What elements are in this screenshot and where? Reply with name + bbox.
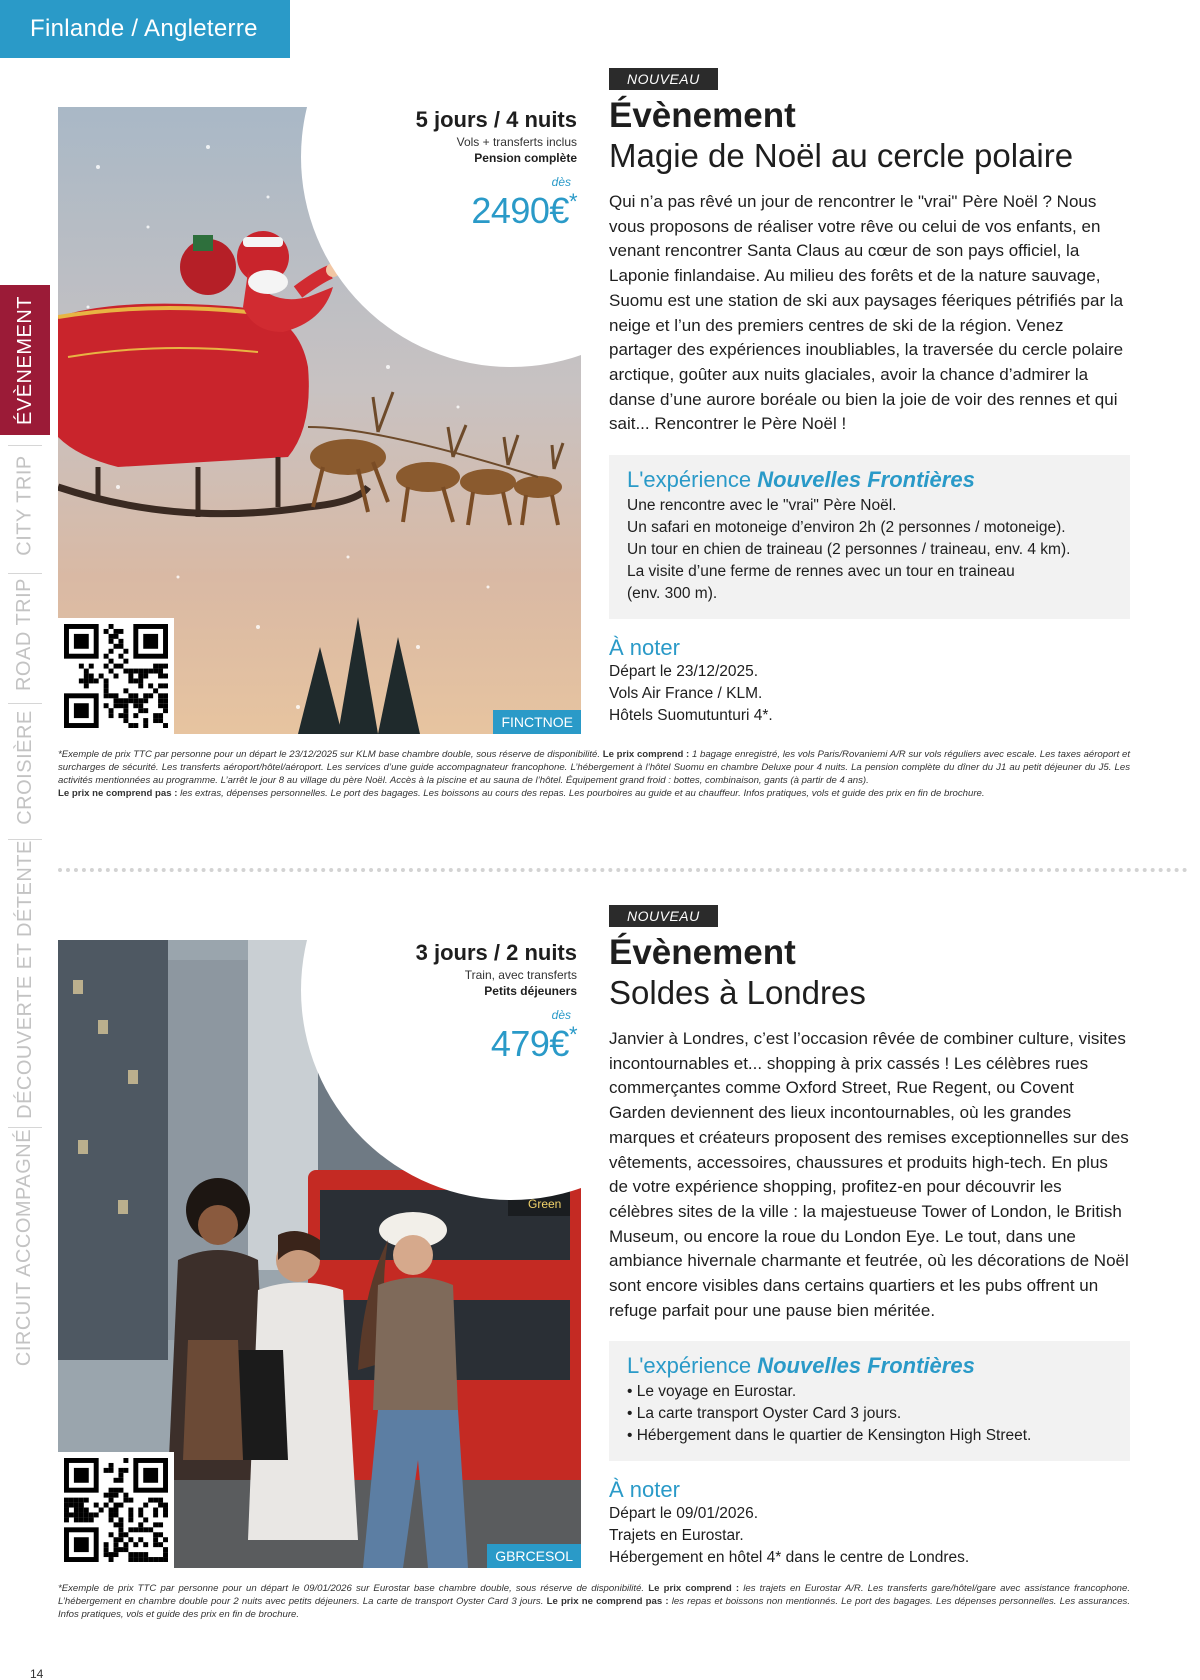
london-shopping-photo (58, 940, 581, 1568)
from-label: dès (551, 1008, 571, 1022)
trip-duration: 3 jours / 2 nuits (415, 940, 577, 965)
qr-code[interactable] (58, 1452, 174, 1568)
list-item: Une rencontre avec le "vrai" Père Noël. (627, 497, 897, 515)
offer-lapland (58, 72, 1130, 802)
offer-content (609, 68, 1130, 727)
trip-duration: 5 jours / 4 nuits (415, 107, 577, 132)
experience-box (609, 1341, 1130, 1461)
note-item: Vols Air France / KLM. (609, 685, 763, 703)
experience-list (627, 1381, 1112, 1447)
note-item: Hôtels Suomutunturi 4*. (609, 707, 773, 725)
offer-london (58, 905, 1130, 1565)
note-block (609, 635, 1130, 727)
fine-print-excludes: les extras, dépenses personnelles. Le port des bagages. Les boissons au cours des repas. Les pourboires au guide et au chauffeur. Infos pratiques, vols et guide des prix en fin de brochure. (180, 788, 985, 799)
note-item: Trajets en Eurostar. (609, 1527, 744, 1545)
list-item: Un tour en chien de traineau (2 personnes / traineau, env. 4 km). (627, 541, 1071, 559)
board-info: Pension complète (474, 151, 577, 165)
qr-code-icon (64, 1458, 168, 1562)
section-divider (58, 868, 1188, 872)
experience-list (627, 495, 1112, 605)
product-code: FINCTNOE (493, 710, 581, 734)
price-box (341, 940, 581, 1065)
page-number: 14 (30, 1667, 44, 1680)
fine-print-excludes-label: Le prix ne comprend pas : (58, 788, 178, 799)
side-nav-decouverte-detente[interactable] (0, 839, 50, 1119)
fine-print-includes: 1 bagage enregistré, les vols Paris/Rovaniemi A/R sur vols réguliers avec escale. Les taxes aéroport et surcharges de sécurité. Les transferts aéroport/hôtel/aéroport. Les services d’une guide accompagnateur francophone. L’hébergement à l’hôtel Suomu en chambre Deluxe pour 4 nuits. La pension complète du dîner du J1 au petit déjeuner du J5. Les activités mentionnées au programme. L’arrêt le jour 8 au village du père Noël. Accès à la piscine et au sauna de l’hôtel. Équipement grand froid : bottes, combinaison, gants (à partir de 4 ans). (58, 749, 1131, 786)
price-value: 479€ (490, 1023, 569, 1064)
list-item: La visite d’une ferme de rennes avec un tour en traineau (627, 563, 1015, 581)
note-item: Départ le 09/01/2026. (609, 1505, 759, 1523)
section-title: Finlande / Angleterre (30, 15, 258, 42)
experience-title (627, 1353, 1112, 1379)
fine-print-excludes-label: Le prix ne comprend pas : (546, 1596, 669, 1607)
offer-content (609, 905, 1130, 1569)
fine-print-excludes: les repas et boissons non mentionnés. Le port des bagages. Les dépenses personnelles. Les assurances. Infos pratiques, vols et guide des prix en fin de brochure. (58, 1596, 1131, 1620)
offer-category: Évènement (609, 96, 796, 135)
fine-print-intro: *Exemple de prix TTC par personne pour un départ le 09/01/2026 sur Eurostar base chambre double, sous réserve de disponibilité. (58, 1583, 645, 1594)
fine-print (58, 1582, 1130, 1621)
offer-description: Janvier à Londres, c’est l’occasion rêvée de combiner culture, visites incontournables et... shopping à prix cassés ! Les célèbres rues commerçantes comme Oxford Street, Rue Regent, ou Covent Garden deviennent des lieux incontournables, où les grandes marques et créateurs proposent des remises exceptionnelles sur des vêtements, accessoires, chaussures et produits high-tech. En plus de votre expérience shopping, profitez-en pour découvrir les célèbres sites de la ville : la majestueuse Tower of London, le British Museum, ou encore la roue du London Eye. Le tout, dans une ambiance hivernale charmante et feutrée, où les décorations de Noël sont encore visibles dans certains quartiers et les pubs offrent un refuge parfait pour une pause bien méritée. (609, 1029, 1129, 1320)
list-item: • La carte transport Oyster Card 3 jours. (627, 1405, 902, 1423)
product-code: GBRCESOL (487, 1544, 581, 1568)
side-nav-label: ÉVÈNEMENT (13, 295, 36, 425)
experience-brand: Nouvelles Frontières (757, 1353, 975, 1379)
price (341, 1022, 577, 1065)
side-nav-label: CITY TRIP (13, 454, 36, 556)
side-nav-road-trip[interactable] (0, 573, 50, 695)
fine-print-includes-label: Le prix comprend : (648, 1583, 740, 1594)
note-block (609, 1477, 1130, 1569)
experience-brand: Nouvelles Frontières (757, 467, 975, 493)
experience-box (609, 455, 1130, 619)
transport-info: Vols + transferts inclus (456, 135, 577, 149)
qr-code-icon (64, 624, 168, 728)
note-item: Hébergement en hôtel 4* dans le centre de Londres. (609, 1549, 970, 1567)
side-nav-label: ROAD TRIP (13, 577, 36, 691)
price-asterisk: * (568, 189, 577, 214)
experience-title (627, 467, 1112, 493)
side-nav-evenement[interactable] (0, 285, 50, 435)
bus-sign: Green (528, 1197, 562, 1211)
side-nav-circuit-accompagne[interactable] (0, 1127, 50, 1367)
price-asterisk: * (568, 1022, 577, 1047)
santa-sleigh-photo (58, 107, 581, 734)
fine-print (58, 748, 1130, 800)
note-item: Départ le 23/12/2025. (609, 663, 759, 681)
from-label: dès (551, 175, 571, 189)
offer-description: Qui n’a pas rêvé un jour de rencontrer le "vrai" Père Noël ? Nous vous proposons de réaliser votre rêve ou celui de vos enfants, en venant rencontrer Santa Claus au cœur de son pays officiel, la Laponie finlandaise. Au milieu des forêts et de la nature sauvage, Suomu est une station de ski aux paysages féeriques pétrifiés par la neige et l’un des premiers centres de ski de la région. Venez partager des expériences inoubliables, la traversée du cercle polaire arctique, goûter aux nuits glaciales, avoir la chance d’admirer la danse d’une aurore boréale ou bien la joie de voir des rennes et qui sait... Rencontrer le Père Noël ! (609, 192, 1124, 434)
fine-print-intro: *Exemple de prix TTC par personne pour un départ le 23/12/2025 sur KLM base chambre double, sous réserve de disponibilité. (58, 749, 601, 760)
note-title: À noter (609, 635, 680, 661)
new-badge: NOUVEAU (609, 68, 718, 90)
side-nav-croisiere[interactable] (0, 703, 50, 831)
note-title: À noter (609, 1477, 680, 1503)
board-info: Petits déjeuners (484, 984, 577, 998)
offer-category: Évènement (609, 933, 796, 972)
transport-info: Train, avec transferts (464, 968, 577, 982)
side-nav-city-trip[interactable] (0, 445, 50, 565)
offer-title: Magie de Noël au cercle polaire (609, 137, 1074, 174)
experience-prefix: L'expérience (627, 1353, 752, 1379)
list-item: Un safari en motoneige d’environ 2h (2 personnes / motoneige). (627, 519, 1066, 537)
list-item: • Le voyage en Eurostar. (627, 1383, 797, 1401)
qr-code[interactable] (58, 618, 174, 734)
fine-print-includes-label: Le prix comprend : (602, 749, 690, 760)
offer-title: Soldes à Londres (609, 974, 866, 1011)
side-nav-label: CIRCUIT ACCOMPAGNÉ (13, 1128, 36, 1366)
list-item: • Hébergement dans le quartier de Kensington High Street. (627, 1427, 1032, 1445)
side-nav-label: CROISIÈRE (13, 709, 36, 825)
side-nav-label: DÉCOUVERTE ET DÉTENTE (13, 839, 36, 1119)
new-badge: NOUVEAU (609, 905, 718, 927)
price-value: 2490€ (471, 190, 569, 231)
experience-prefix: L'expérience (627, 467, 752, 493)
list-item: (env. 300 m). (627, 585, 718, 603)
price-box (341, 107, 581, 232)
section-header-tab (0, 0, 290, 58)
fine-print-includes: les trajets en Eurostar A/R. Les transferts gare/hôtel/gare avec assistance francophone. L’hébergement en chambre double pour 2 nuits avec petits déjeuners. La carte de transport Oyster Card 3 jours. (58, 1583, 1130, 1607)
price (341, 189, 577, 232)
